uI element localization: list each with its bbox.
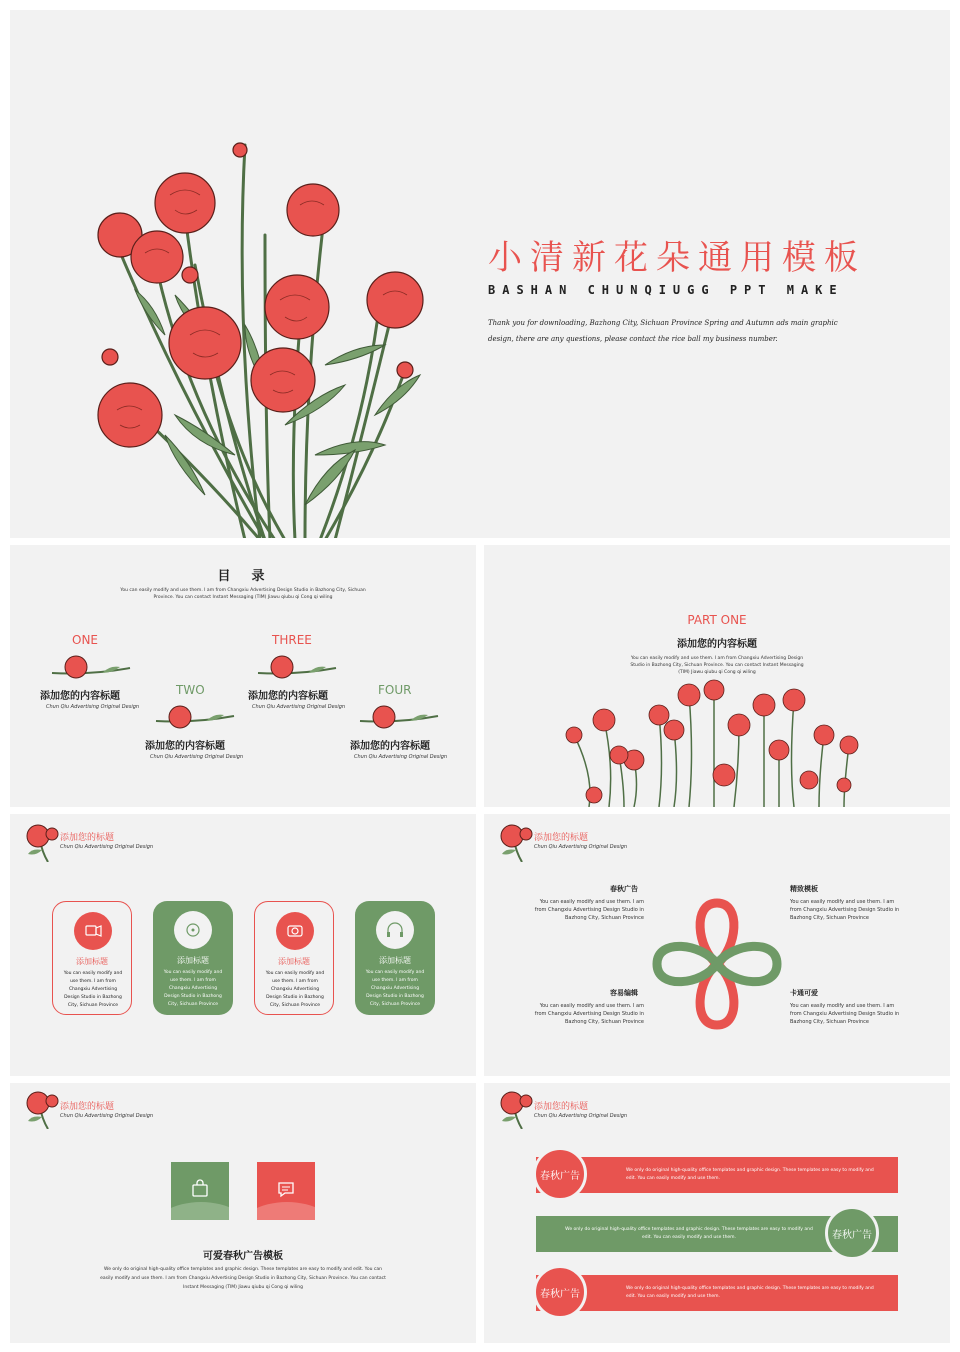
card-title: 添加标题 bbox=[76, 957, 108, 966]
slide-title: 可爱春秋广告模板 bbox=[203, 1251, 283, 1262]
shopping-bag-icon bbox=[190, 1179, 210, 1199]
slide-description: We only do original high-quality office templates and graphic design. These templates are easy to modify and edit. You can easily modify and use them. I am from Changxiu Advertising Design Studio in Bazhong City, Sichuan Province. You can contact Instant Messaging (TIM) Jiawu qiubu qi Cong qi wiling bbox=[100, 1267, 386, 1290]
camera-icon bbox=[276, 912, 314, 950]
header-subtitle: Chun Qiu Advertising Original Design bbox=[60, 844, 154, 850]
squares-slide bbox=[10, 1083, 476, 1343]
toc-item-sub-four: Chun Qiu Advertising Original Design bbox=[354, 754, 448, 760]
part-description: You can easily modify and use them. I am from Changxiu Advertising Design Studio in Bazhong City, Sichuan Province. You can contact Instant Messaging (TIM) Jiawu qiubu qi Cong qi wiling bbox=[630, 656, 804, 675]
carnation-bouquet-illustration bbox=[65, 125, 455, 538]
carnation-sprig-icon bbox=[248, 653, 338, 683]
card-title: 添加标题 bbox=[379, 956, 411, 965]
part-label: PART ONE bbox=[687, 613, 747, 627]
toc-item-title-one[interactable]: 添加您的内容标题 bbox=[40, 691, 120, 702]
clover-item-desc: You can easily modify and use them. I am from Changxiu Advertising Design Studio in Bazhong City, Sichuan Province bbox=[790, 899, 900, 921]
toc-slide bbox=[10, 545, 476, 807]
clover-item-desc: You can easily modify and use them. I am from Changxiu Advertising Design Studio in Bazhong City, Sichuan Province bbox=[534, 1003, 644, 1025]
part-one-slide bbox=[484, 545, 950, 807]
clover-item-desc: You can easily modify and use them. I am from Changxiu Advertising Design Studio in Bazhong City, Sichuan Province bbox=[534, 899, 644, 921]
headphones-icon bbox=[376, 911, 414, 949]
header-subtitle: Chun Qiu Advertising Original Design bbox=[60, 1113, 154, 1119]
carnation-logo-icon bbox=[494, 1089, 534, 1129]
clover-diagram bbox=[652, 898, 782, 1030]
toc-item-sub-one: Chun Qiu Advertising Original Design bbox=[46, 704, 140, 710]
toc-num-one: ONE bbox=[72, 633, 99, 647]
header-title: 添加您的标题 bbox=[60, 1102, 115, 1112]
card-description: You can easily modify and use them. I am from Changxiu Advertising Design Studio in Bazhong City, Sichuan Province bbox=[265, 971, 325, 1008]
bars-slide bbox=[484, 1083, 950, 1343]
carnation-field-illustration bbox=[564, 675, 874, 807]
toc-num-three: THREE bbox=[272, 633, 312, 647]
video-icon bbox=[74, 912, 112, 950]
disc-icon bbox=[174, 911, 212, 949]
feature-card[interactable] bbox=[153, 901, 233, 1015]
clover-item-title: 春秋广告 bbox=[610, 885, 638, 893]
toc-item-title-two[interactable]: 添加您的内容标题 bbox=[145, 741, 225, 752]
feature-card[interactable] bbox=[254, 901, 334, 1015]
toc-item-title-three[interactable]: 添加您的内容标题 bbox=[248, 691, 328, 702]
toc-item-sub-two: Chun Qiu Advertising Original Design bbox=[150, 754, 244, 760]
toc-num-four: FOUR bbox=[378, 683, 412, 697]
header-subtitle: Chun Qiu Advertising Original Design bbox=[534, 844, 628, 850]
bar-badge[interactable]: 春秋广告 bbox=[533, 1147, 587, 1201]
feature-card[interactable] bbox=[355, 901, 435, 1015]
bar-text: We only do original high-quality office templates and graphic design. These templates are easy to modify and edit. You can easily modify and use them. bbox=[626, 1168, 874, 1181]
info-bar bbox=[536, 1157, 898, 1193]
bar-badge[interactable]: 春秋广告 bbox=[533, 1265, 587, 1319]
toc-item-title-four[interactable]: 添加您的内容标题 bbox=[350, 741, 430, 752]
message-tile[interactable] bbox=[257, 1162, 315, 1220]
chat-bubble-icon bbox=[276, 1179, 296, 1199]
toc-item-sub-three: Chun Qiu Advertising Original Design bbox=[252, 704, 346, 710]
clover-item-desc: You can easily modify and use them. I am from Changxiu Advertising Design Studio in Bazhong City, Sichuan Province bbox=[790, 1003, 900, 1025]
bar-text: We only do original high-quality office templates and graphic design. These templates are easy to modify and edit. You can easily modify and use them. bbox=[626, 1286, 874, 1299]
toc-description: You can easily modify and use them. I am from Changxiu Advertising Design Studio in Bazhong City, Sichuan Province. You can contact Instant Messaging (TIM) Jiawu qiubu qi Cong qi wiling bbox=[120, 588, 366, 600]
cover-slide bbox=[10, 10, 950, 538]
feature-card[interactable] bbox=[52, 901, 132, 1015]
carnation-sprig-icon bbox=[42, 653, 132, 683]
carnation-logo-icon bbox=[20, 822, 60, 862]
header-subtitle: Chun Qiu Advertising Original Design bbox=[534, 1113, 628, 1119]
bar-badge[interactable]: 春秋广告 bbox=[825, 1206, 879, 1260]
cards-slide bbox=[10, 814, 476, 1076]
cover-subtitle: BASHAN CHUNQIUGG PPT MAKE bbox=[488, 283, 844, 297]
carnation-logo-icon bbox=[494, 822, 534, 862]
clover-item-title: 容易编辑 bbox=[610, 989, 638, 997]
toc-title: 目 录 bbox=[217, 569, 269, 584]
carnation-sprig-icon bbox=[350, 703, 440, 733]
info-bar bbox=[536, 1275, 898, 1311]
toc-num-two: TWO bbox=[176, 683, 205, 697]
carnation-logo-icon bbox=[20, 1089, 60, 1129]
card-description: You can easily modify and use them. I am from Changxiu Advertising Design Studio in Bazhong City, Sichuan Province bbox=[63, 971, 123, 1008]
clover-item-title: 精致模板 bbox=[790, 885, 818, 893]
cover-description: Thank you for downloading, Bazhong City, Sichuan Province Spring and Autumn ads main graphic design, there are any questions, please contact the rice ball my business number. bbox=[488, 319, 838, 343]
header-title: 添加您的标题 bbox=[534, 833, 589, 843]
bar-text: We only do original high-quality office templates and graphic design. These templates are easy to modify and edit. You can easily modify and use them. bbox=[565, 1227, 813, 1240]
bag-tile[interactable] bbox=[171, 1162, 229, 1220]
clover-slide bbox=[484, 814, 950, 1076]
carnation-sprig-icon bbox=[146, 703, 236, 733]
card-description: You can easily modify and use them. I am from Changxiu Advertising Design Studio in Bazhong City, Sichuan Province bbox=[163, 970, 223, 1007]
card-description: You can easily modify and use them. I am from Changxiu Advertising Design Studio in Bazhong City, Sichuan Province bbox=[365, 970, 425, 1007]
cover-title: 小清新花朵通用模板 bbox=[488, 238, 866, 278]
part-title: 添加您的内容标题 bbox=[677, 639, 757, 650]
clover-item-title: 卡通可爱 bbox=[790, 989, 818, 997]
card-title: 添加标题 bbox=[177, 956, 209, 965]
header-title: 添加您的标题 bbox=[60, 833, 115, 843]
card-title: 添加标题 bbox=[278, 957, 310, 966]
header-title: 添加您的标题 bbox=[534, 1102, 589, 1112]
